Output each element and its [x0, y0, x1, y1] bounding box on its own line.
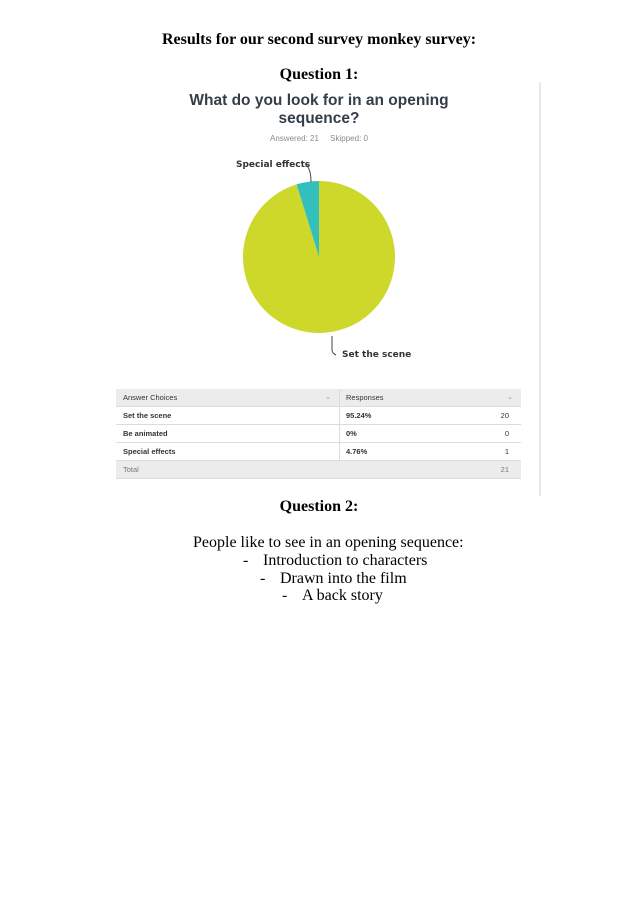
- table-header-row: [116, 389, 521, 407]
- header-responses[interactable]: [340, 389, 521, 406]
- row-percent: 4.76%: [346, 447, 368, 456]
- answered-count: Answered: 21: [270, 134, 319, 143]
- bullet-item: [243, 552, 427, 570]
- table-row: [116, 443, 521, 461]
- bullet-marker: -: [260, 570, 266, 587]
- pie-slices: [243, 181, 395, 333]
- document-title: Results for our second survey monkey survey:: [161, 31, 477, 48]
- embed-border: [539, 82, 541, 496]
- results-table: [116, 389, 521, 479]
- bullet-text: A back story: [302, 587, 383, 604]
- bullet-marker: -: [282, 587, 288, 604]
- total-label: Total: [123, 465, 139, 474]
- table-row: [116, 407, 521, 425]
- skipped-count: Skipped: 0: [330, 134, 368, 143]
- bullet-item: [282, 587, 383, 605]
- total-spacer: [340, 461, 460, 478]
- pie-chart: [114, 150, 524, 380]
- total-count: 21: [500, 465, 509, 474]
- set-the-scene-leader-line: [332, 336, 336, 355]
- table-total-row: [116, 461, 521, 479]
- chevron-down-icon[interactable]: ⌄: [507, 394, 513, 401]
- pie-label-set-the-scene: Set the scene: [342, 350, 412, 360]
- row-choice: Be animated: [116, 425, 340, 442]
- row-choice: Set the scene: [116, 407, 340, 424]
- survey-question-title: [114, 92, 524, 128]
- bullet-marker: -: [243, 552, 249, 569]
- bullet-text: Drawn into the film: [280, 570, 407, 587]
- survey-question-line-2: sequence?: [278, 110, 360, 127]
- chevron-down-icon[interactable]: ⌄: [325, 394, 331, 401]
- row-percent: 95.24%: [346, 411, 372, 420]
- header-responses-label: Responses: [346, 393, 384, 402]
- question-2-heading: Question 2:: [279, 498, 359, 515]
- table-row: [116, 425, 521, 443]
- row-count: 1: [504, 447, 509, 456]
- row-count: 0: [504, 429, 509, 438]
- header-answer-choices[interactable]: [116, 389, 340, 406]
- row-percent: 0%: [346, 429, 357, 438]
- question-1-heading: Question 1:: [279, 66, 359, 83]
- bullet-item: [260, 570, 407, 588]
- question-2-intro: People like to see in an opening sequence:: [193, 534, 464, 551]
- pie-label-special-effects: Special effects: [236, 160, 311, 170]
- bullet-text: Introduction to characters: [263, 552, 428, 569]
- response-meta: [270, 134, 377, 143]
- row-choice: Special effects: [116, 443, 340, 460]
- survey-question-line-1: What do you look for in an opening: [189, 92, 449, 109]
- header-answer-choices-label: Answer Choices: [123, 393, 178, 402]
- row-count: 20: [500, 411, 509, 420]
